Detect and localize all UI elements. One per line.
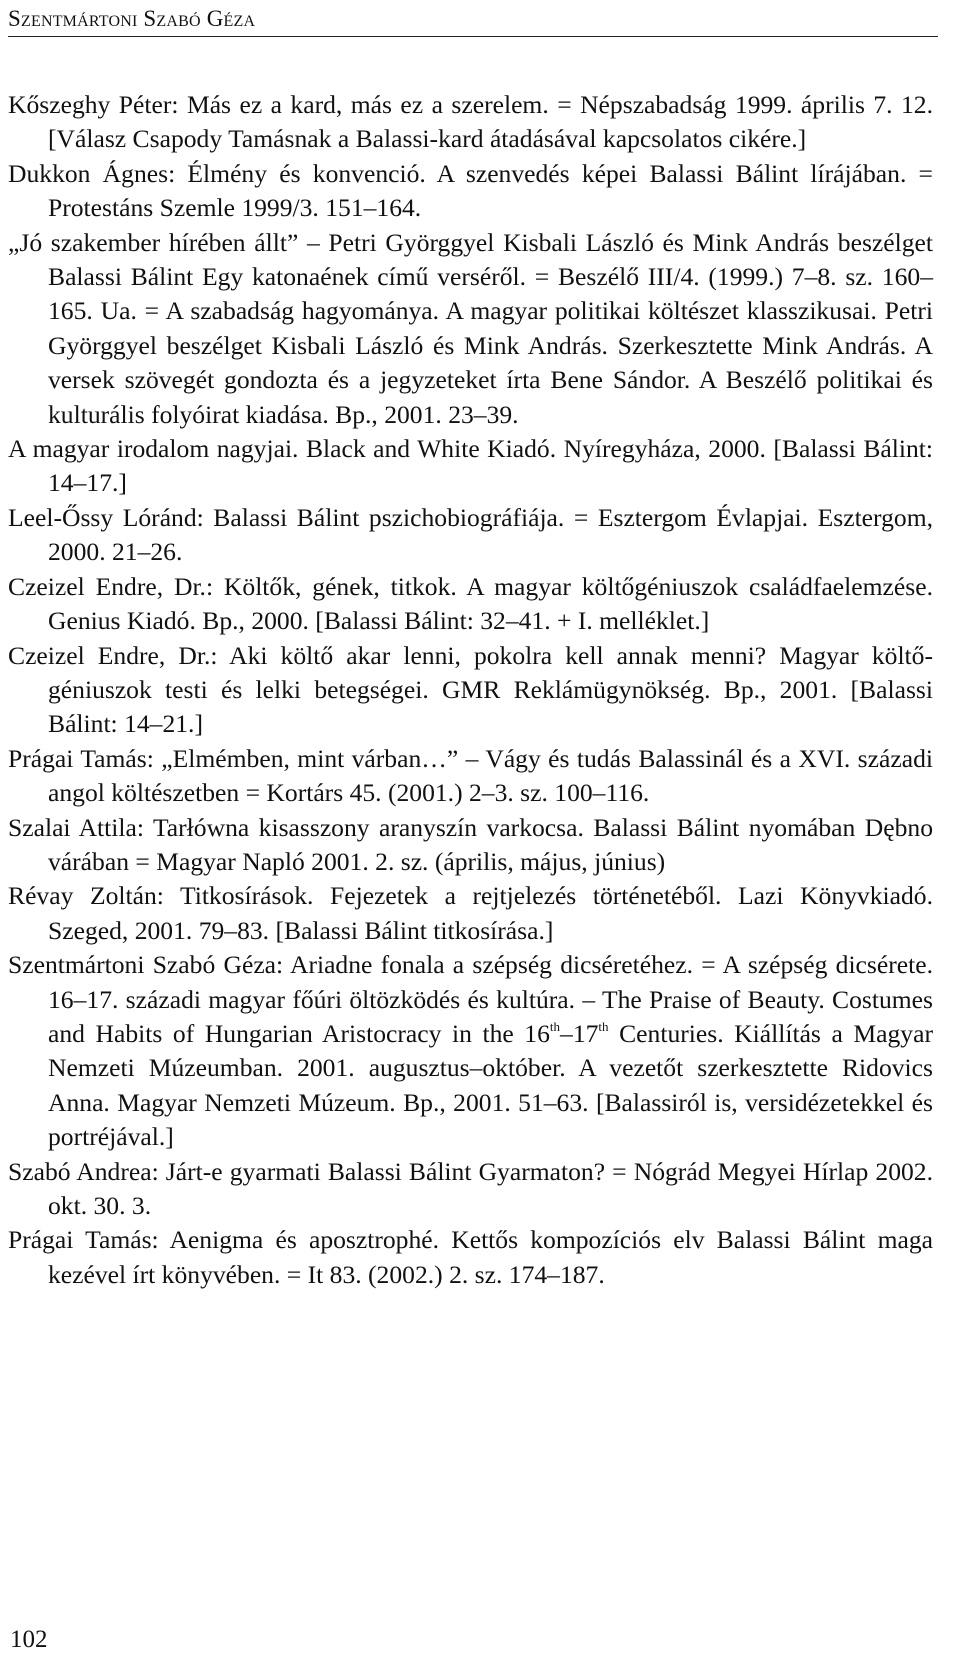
bibliography-entry: Czeizel Endre, Dr.: Aki költő akar lenni, pokolra kell annak menni? Magyar költő-géniuszok testi és lelki betegségei. GMR Reklámügynökség. Bp., 2001. [Balassi Bálint: 14–21.] <box>8 640 933 739</box>
bibliography-entry-superscript <box>8 948 933 1154</box>
bibliography-entry: A magyar irodalom nagyjai. Black and White Kiadó. Nyíregyháza, 2000. [Balassi Bálint: 14–17.] <box>8 434 933 498</box>
entry-text: Centuries. Kiállítás a Magyar Nemzeti Múzeumban. 2001. augusztus–október. A vezetőt szerkesztette Ridovics Anna. Magyar Nemzeti Múzeum. Bp., 2001. 51–63. [Balassiról is, versidézetekkel és portréjával.] <box>48 1018 933 1152</box>
entry-text: Szentmártoni Szabó Géza: Ariadne fonala a szépség dicséretéhez. = A szépség dicsérete. 16–17. századi magyar főúri öltözködés és kultúra. – The Praise of Beauty. Costumes and Habits of Hungarian Aristocracy in the 16 <box>8 950 933 1048</box>
entry-text: –17 <box>560 1018 599 1048</box>
bibliography-entry: Dukkon Ágnes: Élmény és konvenció. A szenvedés képei Balassi Bálint lírájában. = Protestáns Szemle 1999/3. 151–164. <box>8 158 933 223</box>
bibliography-entry: Leel-Őssy Lóránd: Balassi Bálint pszichobiográfiája. = Esztergom Évlapjai. Esztergom, 2000. 21–26. <box>8 502 933 567</box>
bibliography-entry: Szalai Attila: Tarłówna kisasszony aranyszín varkocsa. Balassi Bálint nyomában Dębno várában = Magyar Napló 2001. 2. sz. (április, május, június) <box>8 812 933 876</box>
bibliography-entry: Prágai Tamás: Aenigma és aposztrophé. Kettős kompozíciós elv Balassi Bálint maga kezével írt könyvében. = It 83. (2002.) 2. sz. 174–187. <box>8 1225 933 1289</box>
superscript: th <box>598 1018 609 1034</box>
bibliography-entry: Szabó Andrea: Járt-e gyarmati Balassi Bálint Gyarmaton? = Nógrád Megyei Hírlap 2002. okt. 30. 3. <box>8 1156 933 1220</box>
superscript: th <box>549 1018 561 1034</box>
bibliography-entry: Prágai Tamás: „Elmémben, mint várban…” – Vágy és tudás Balassinál és a XVI. századi angol költészetben = Kortárs 45. (2001.) 2–3. sz. 100–116. <box>8 743 933 808</box>
running-header: Szentmártoni Szabó Géza <box>8 6 938 37</box>
bibliography-entry: „Jó szakember hírében állt” – Petri Györggyel Kisbali László és Mink András beszélget Balassi Bálint Egy katonaének című verséről. = Beszélő III/4. (1999.) 7–8. sz. 160–165. Ua. = A szabadság hagyománya. A magyar politikai költészet klasszikusai. Petri Györggyel beszélget Kisbali László és Mink András. Szerkesztette Mink András. A versek szövegét gondozta és a jegyzeteket írta Bene Sándor. A Beszélő politikai és kulturális folyóirat kiadása. Bp., 2001. 23–39. <box>8 227 933 429</box>
page-number: 102 <box>10 1626 48 1653</box>
bibliography-entry: Révay Zoltán: Titkosírások. Fejezetek a rejtjelezés történetéből. Lazi Könyvkiadó. Szeged, 2001. 79–83. [Balassi Bálint titkosírása.] <box>8 881 933 945</box>
bibliography-list <box>8 88 933 1292</box>
bibliography-entry: Kőszeghy Péter: Más ez a kard, más ez a szerelem. = Népszabadság 1999. április 7. 12. [Válasz Csapody Tamásnak a Balassi-kard átadásával kapcsolatos cikére.] <box>8 90 933 154</box>
bibliography-entry: Czeizel Endre, Dr.: Költők, gének, titkok. A magyar költőgéniuszok családfaelemzése. Genius Kiadó. Bp., 2000. [Balassi Bálint: 32–41. + I. melléklet.] <box>8 571 933 636</box>
